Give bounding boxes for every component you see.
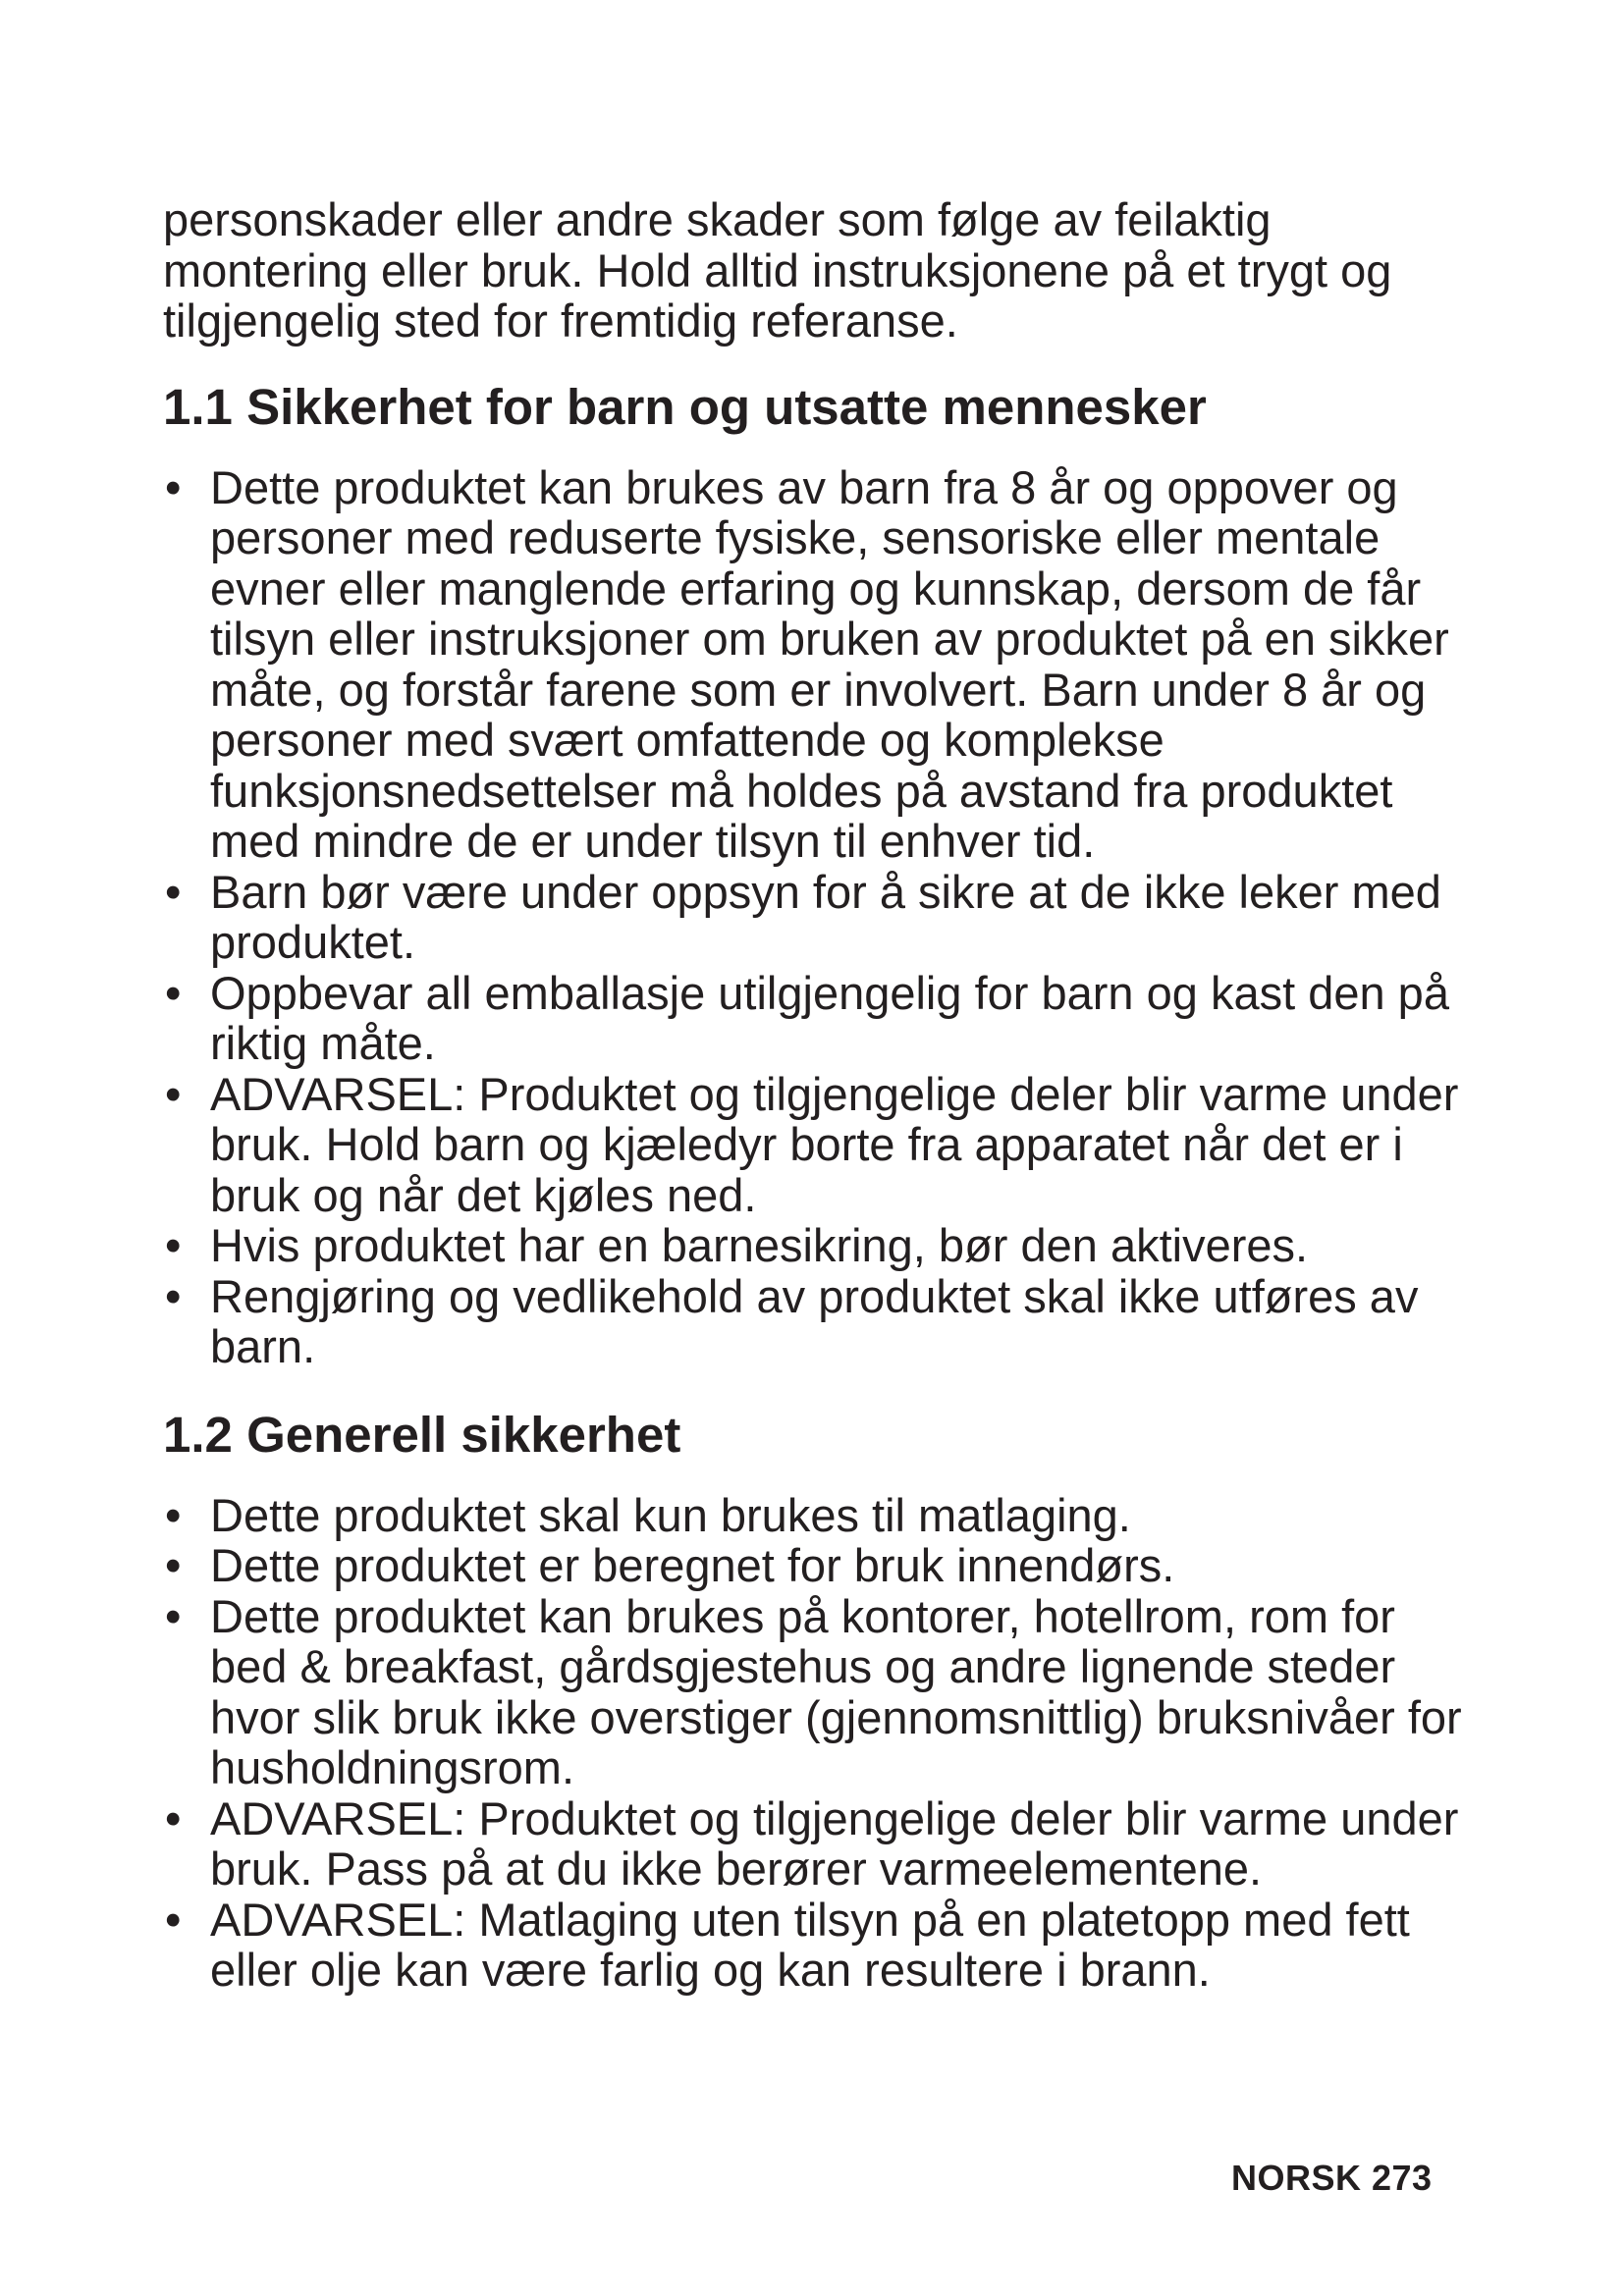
- section-heading-general-safety: 1.2 Generell sikkerhet: [163, 1406, 681, 1463]
- bullet-icon: •: [165, 1488, 182, 1541]
- child-safety-list: [163, 462, 1479, 1372]
- list-item-text: Oppbevar all emballasje utilgjengelig for barn og kast den på riktig måte.: [210, 966, 1449, 1069]
- bullet-icon: •: [165, 1219, 182, 1271]
- list-item: [163, 1540, 1479, 1591]
- list-item-text: Barn bør være under oppsyn for å sikre at de ikke leker med produktet.: [210, 865, 1441, 968]
- list-item-text: ADVARSEL: Matlaging uten tilsyn på en platetopp med fett eller olje kan være farlig og kan resultere i brann.: [210, 1893, 1410, 1996]
- list-item-text: Rengjøring og vedlikehold av produktet skal ikke utføres av barn.: [210, 1269, 1419, 1372]
- list-item-text: Dette produktet er beregnet for bruk innendørs.: [210, 1539, 1175, 1591]
- list-item-text: Dette produktet skal kun brukes til matlaging.: [210, 1488, 1131, 1541]
- general-safety-list: [163, 1490, 1479, 1996]
- list-item: [163, 1895, 1479, 1996]
- list-item: [163, 1220, 1479, 1271]
- list-item: [163, 1591, 1479, 1793]
- list-item-text: Dette produktet kan brukes på kontorer, hotellrom, rom for bed & breakfast, gårdsgjestehus og andre lignende steder hvor slik bruk ikke overstiger (gjennomsnittlig) bruksnivåer for husholdningsrom.: [210, 1589, 1462, 1793]
- section-heading-child-safety: 1.1 Sikkerhet for barn og utsatte mennesker: [163, 378, 1207, 435]
- bullet-icon: •: [165, 1269, 182, 1322]
- page-footer-label: NORSK 273: [1231, 2158, 1433, 2198]
- bullet-icon: •: [165, 1791, 182, 1844]
- list-item: [163, 1271, 1479, 1372]
- bullet-icon: •: [165, 1539, 182, 1591]
- bullet-icon: •: [165, 966, 182, 1019]
- list-item-text: ADVARSEL: Produktet og tilgjengelige deler blir varme under bruk. Pass på at du ikke berører varmeelementene.: [210, 1791, 1459, 1895]
- intro-paragraph: personskader eller andre skader som følge av feilaktig montering eller bruk. Hold alltid instruksjonene på et trygt og tilgjengelig sted for fremtidig referanse.: [163, 193, 1392, 347]
- list-item-text: Dette produktet kan brukes av barn fra 8 år og oppover og personer med reduserte fysiske, sensoriske eller mentale evner eller manglende erfaring og kunnskap, dersom de får tilsyn eller instruksjoner om bruken av produktet på en sikker måte, og forstår farene som er involvert. Barn under 8 år og personer med svært omfattende og komplekse funksjonsnedsettelser må holdes på avstand fra produktet med mindre de er under tilsyn til enhver tid.: [210, 460, 1449, 867]
- list-item: [163, 968, 1479, 1069]
- bullet-icon: •: [165, 1589, 182, 1642]
- bullet-icon: •: [165, 1067, 182, 1120]
- list-item: [163, 1490, 1479, 1541]
- list-item-text: ADVARSEL: Produktet og tilgjengelige deler blir varme under bruk. Hold barn og kjæledyr borte fra apparatet når det er i bruk og når det kjøles ned.: [210, 1067, 1459, 1221]
- list-item: [163, 867, 1479, 968]
- list-item-text: Hvis produktet har en barnesikring, bør den aktiveres.: [210, 1219, 1309, 1271]
- manual-page: [163, 194, 1479, 1996]
- list-item: [163, 1069, 1479, 1221]
- bullet-icon: •: [165, 1893, 182, 1946]
- bullet-icon: •: [165, 865, 182, 918]
- list-item: [163, 1793, 1479, 1895]
- list-item: [163, 462, 1479, 867]
- bullet-icon: •: [165, 460, 182, 513]
